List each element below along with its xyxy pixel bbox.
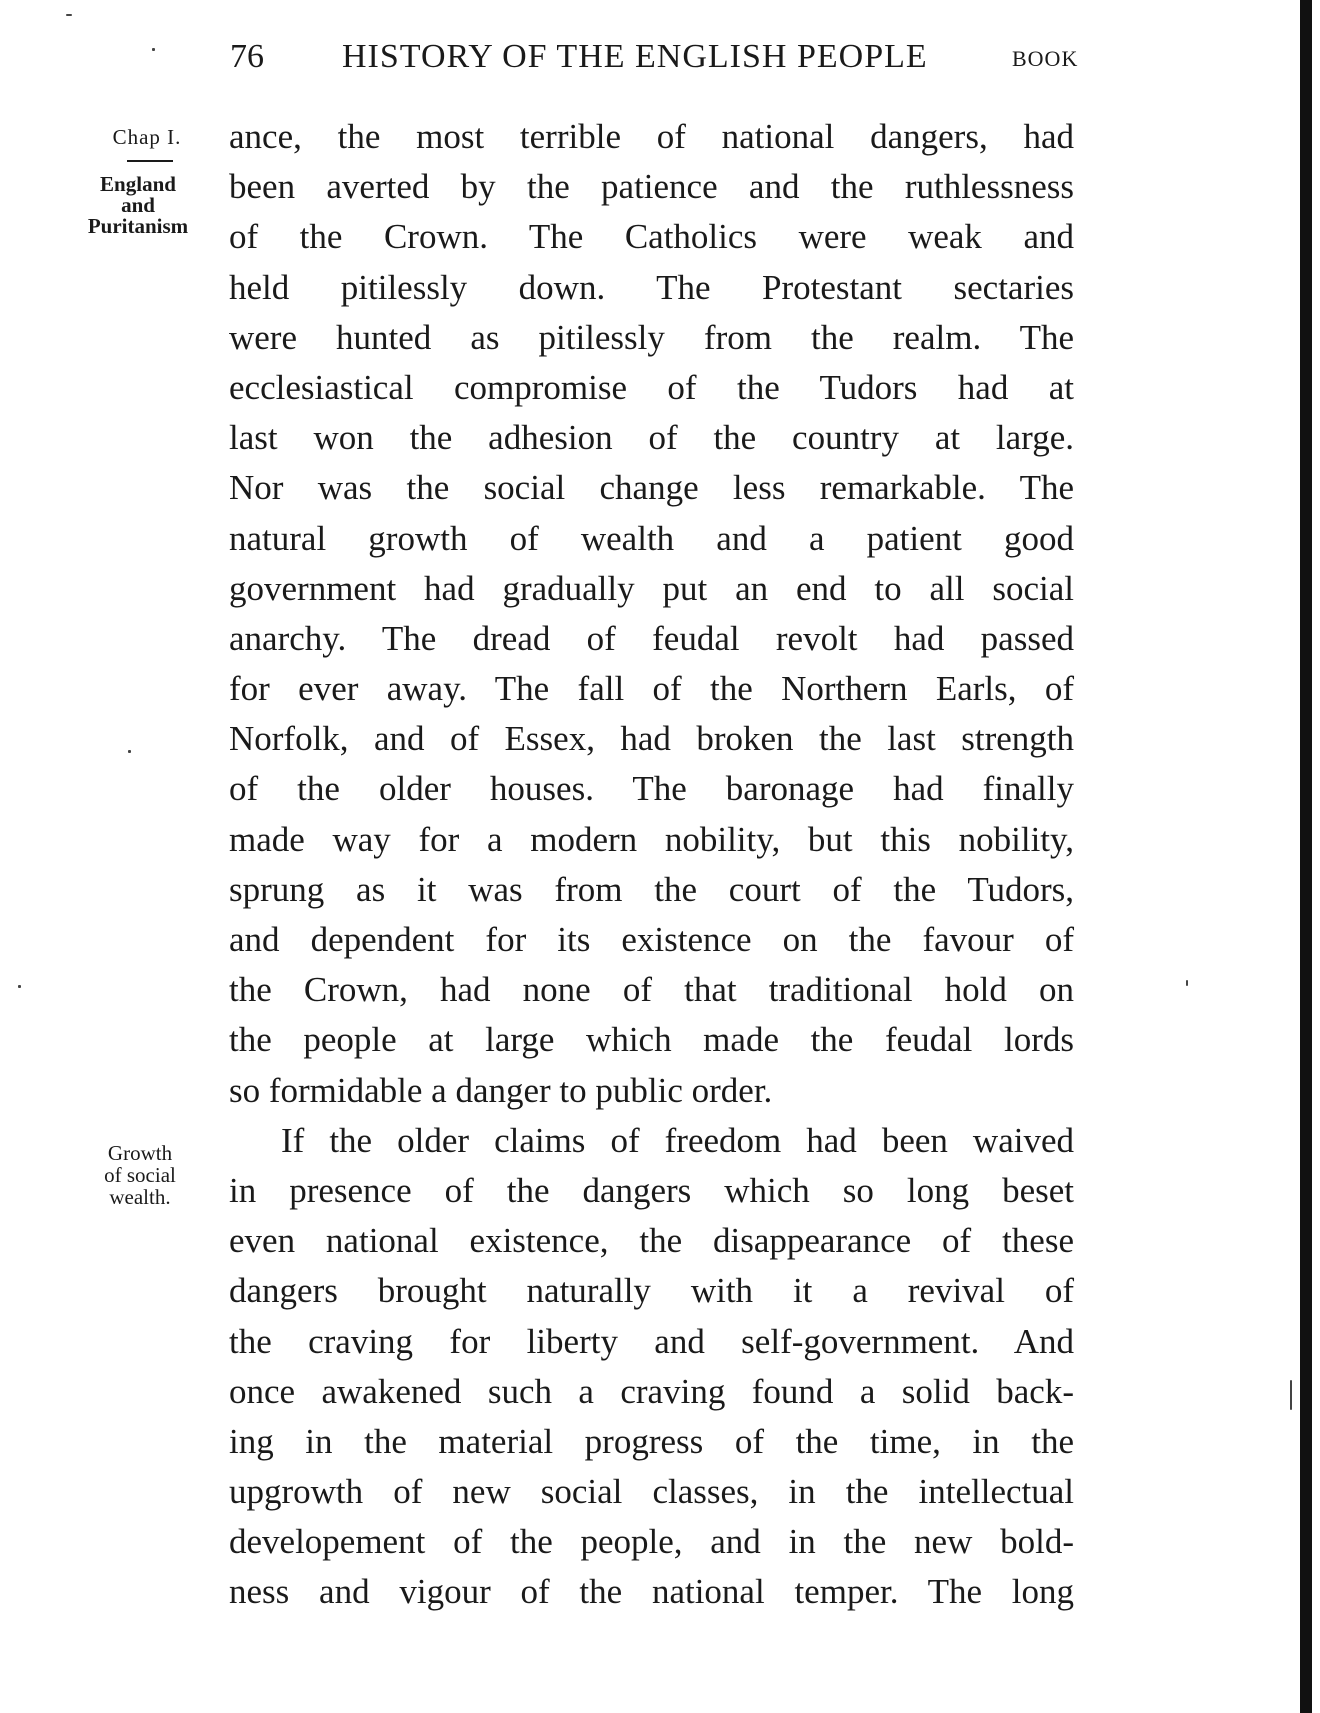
text-line: of the Crown. The Catholics were weak and [229, 217, 1074, 257]
sidenote-line: of social [104, 1163, 176, 1188]
page-number: 76 [230, 38, 264, 75]
scan-speck [152, 48, 155, 51]
scan-speck [1290, 1380, 1292, 1410]
text-line: even national existence, the disappearance of these [229, 1221, 1074, 1261]
paragraph-1 [229, 112, 1074, 1116]
text-line: ness and vigour of the national temper. The long [229, 1572, 1074, 1612]
text-line: in presence of the dangers which so long beset [229, 1170, 1074, 1210]
sidenote-line: England [100, 172, 176, 196]
scan-speck [66, 14, 72, 16]
body-text [229, 112, 1074, 1618]
running-header [150, 38, 1080, 82]
text-line: the Crown, had none of that traditional hold on [229, 970, 1074, 1010]
text-line: last won the adhesion of the country at large. [229, 418, 1074, 458]
text-line: ing in the material progress of the time, in the [229, 1421, 1074, 1461]
sidenote-line: Growth [107, 1141, 173, 1165]
text-line: were hunted as pitilessly from the realm. The [229, 317, 1074, 357]
sidenote-line: wealth. [109, 1185, 171, 1210]
text-line: the craving for liberty and self-government. And [229, 1321, 1074, 1361]
text-line: for ever away. The fall of the Northern Earls, of [229, 669, 1074, 709]
chapter-rule [127, 160, 173, 162]
text-line: ecclesiastical compromise of the Tudors had at [229, 367, 1074, 407]
text-line: sprung as it was from the court of the Tudors, [229, 869, 1074, 909]
text-line: made way for a modern nobility, but this nobility, [229, 819, 1074, 859]
text-line: Norfolk, and of Essex, had broken the last strength [229, 719, 1074, 759]
text-line: the people at large which made the feudal lords [229, 1020, 1074, 1060]
text-line: and dependent for its existence on the favour of [229, 920, 1074, 959]
text-line: If the older claims of freedom had been waived [281, 1120, 1074, 1160]
paragraph-2 [229, 1116, 1074, 1618]
text-line: so formidable a danger to public order. [229, 1070, 773, 1110]
sidenote-line: and [121, 193, 155, 217]
text-line: upgrowth of new social classes, in the intellectual [229, 1472, 1074, 1512]
chapter-sidenote: Chap I. [112, 125, 182, 149]
scan-speck [128, 750, 131, 753]
text-line: natural growth of wealth and a patient good [229, 518, 1074, 558]
text-line: developement of the people, and in the new bold- [229, 1522, 1074, 1562]
text-line: been averted by the patience and the ruthlessness [229, 167, 1074, 207]
running-title: HISTORY OF THE ENGLISH PEOPLE [342, 38, 928, 75]
text-line: held pitilessly down. The Protestant sectaries [229, 267, 1074, 307]
sidenote-england-puritanism [70, 174, 206, 237]
text-line: government had gradually put an end to all social [229, 568, 1074, 608]
text-line: anarchy. The dread of feudal revolt had passed [229, 618, 1074, 658]
text-line: dangers brought naturally with it a revival of [229, 1271, 1074, 1311]
sidenote-growth-social-wealth [86, 1142, 194, 1208]
text-line: once awakened such a craving found a solid back- [229, 1371, 1074, 1411]
book-label: BOOK [1012, 46, 1079, 71]
scan-speck [1186, 980, 1188, 986]
sidenote-line: Puritanism [87, 214, 189, 238]
scan-edge-bar [1300, 0, 1312, 1713]
scan-speck [18, 985, 21, 988]
text-line: of the older houses. The baronage had finally [229, 769, 1074, 809]
text-line: Nor was the social change less remarkable. The [229, 468, 1074, 508]
text-line: ance, the most terrible of national dangers, had [229, 117, 1074, 156]
